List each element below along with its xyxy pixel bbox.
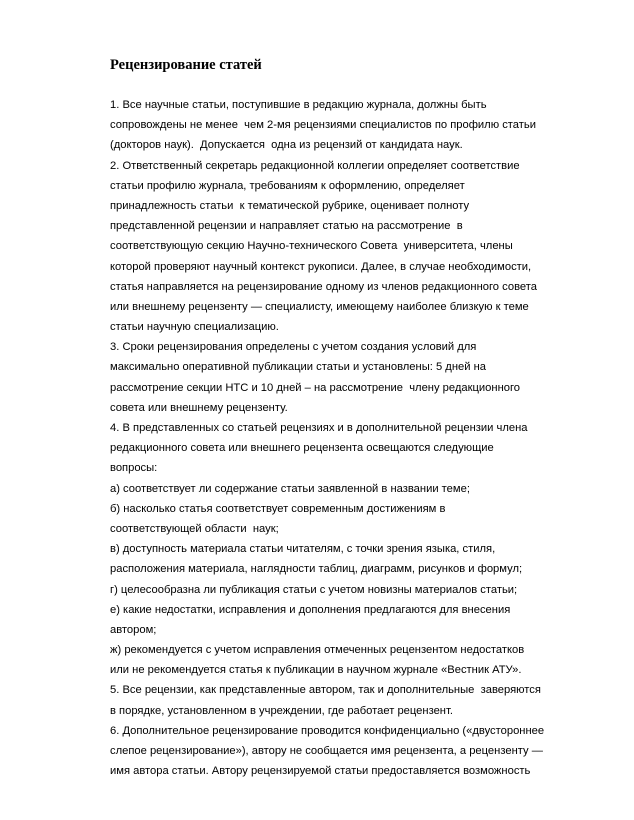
text-line: или не рекомендуется статья к публикации в научном журнале «Вестник АТУ». <box>110 664 522 677</box>
text-line: имя автора статьи. Автору рецензируемой статьи предоставляется возможность <box>110 765 531 778</box>
text-line: 5. Все рецензии, как представленные автором, так и дополнительные заверяются <box>110 684 541 697</box>
text-line: соответствующей области наук; <box>110 522 279 535</box>
text-line: которой проверяют научный контекст рукописи. Далее, в случае необходимости, <box>110 260 532 273</box>
text-line: сопровождены не менее чем 2-мя рецензиями специалистов по профилю статьи <box>110 119 536 132</box>
text-line: е) какие недостатки, исправления и дополнения предлагаются для внесения <box>110 603 511 616</box>
text-line: принадлежность статьи к тематической рубрике, оценивает полноту <box>110 199 470 212</box>
text-line: статьи научную специализацию. <box>110 321 279 334</box>
text-line: автором; <box>110 623 157 636</box>
text-line: 6. Дополнительное рецензирование проводится конфиденциально («двустороннее <box>110 724 545 737</box>
text-line: совета или внешнему рецензенту. <box>110 401 288 414</box>
text-line: или внешнему рецензенту — специалисту, имеющему наиболее близкую к теме <box>110 300 529 313</box>
text-line: вопросы: <box>110 462 158 475</box>
text-line: в порядке, установленном в учреждении, где работает рецензент. <box>110 704 453 717</box>
text-line: редакционного совета или внешнего рецензента освещаются следующие <box>110 442 494 455</box>
text-line: 3. Сроки рецензирования определены с учетом создания условий для <box>110 341 477 354</box>
text-line: представленной рецензии и направляет статью на рассмотрение в <box>110 220 463 233</box>
text-line: 1. Все научные статьи, поступившие в редакцию журнала, должны быть <box>110 99 487 111</box>
text-line: статья направляется на рецензирование одному из членов редакционного совета <box>110 280 537 293</box>
text-line: б) насколько статья соответствует современным достижениям в <box>110 502 446 515</box>
text-line: 4. В представленных со статьей рецензиях и в дополнительной рецензии члена <box>110 422 528 434</box>
text-line: а) соответствует ли содержание статьи заявленной в названии теме; <box>110 482 470 495</box>
text-line: статьи профилю журнала, требованиям к оформлению, определяет <box>110 179 465 192</box>
text-line: 2. Ответственный секретарь редакционной коллегии определяет соответствие <box>110 159 520 172</box>
text-line: максимально оперативной публикации статьи и установлены: 5 дней на <box>110 361 486 374</box>
text-line: слепое рецензирование»), автору не сообщается имя рецензента, а рецензенту — <box>110 745 543 757</box>
text-line: соответствующую секцию Научно-технического Совета университета, члены <box>110 240 513 253</box>
text-line: расположения материала, наглядности таблиц, диаграмм, рисунков и формул; <box>110 563 523 576</box>
document-body <box>110 95 590 781</box>
text-line: рассмотрение секции НТС и 10 дней – на рассмотрение члену редакционного <box>110 381 521 394</box>
text-line: г) целесообразна ли публикация статьи с учетом новизны материалов статьи; <box>110 583 518 596</box>
document-title: Рецензирование статей <box>110 57 262 73</box>
text-line: в) доступность материала статьи читателям, с точки зрения языка, стиля, <box>110 543 496 556</box>
text-line: (докторов наук). Допускается одна из рецензий от кандидата наук. <box>110 139 463 152</box>
text-line: ж) рекомендуется с учетом исправления отмеченных рецензентом недостатков <box>110 644 525 657</box>
